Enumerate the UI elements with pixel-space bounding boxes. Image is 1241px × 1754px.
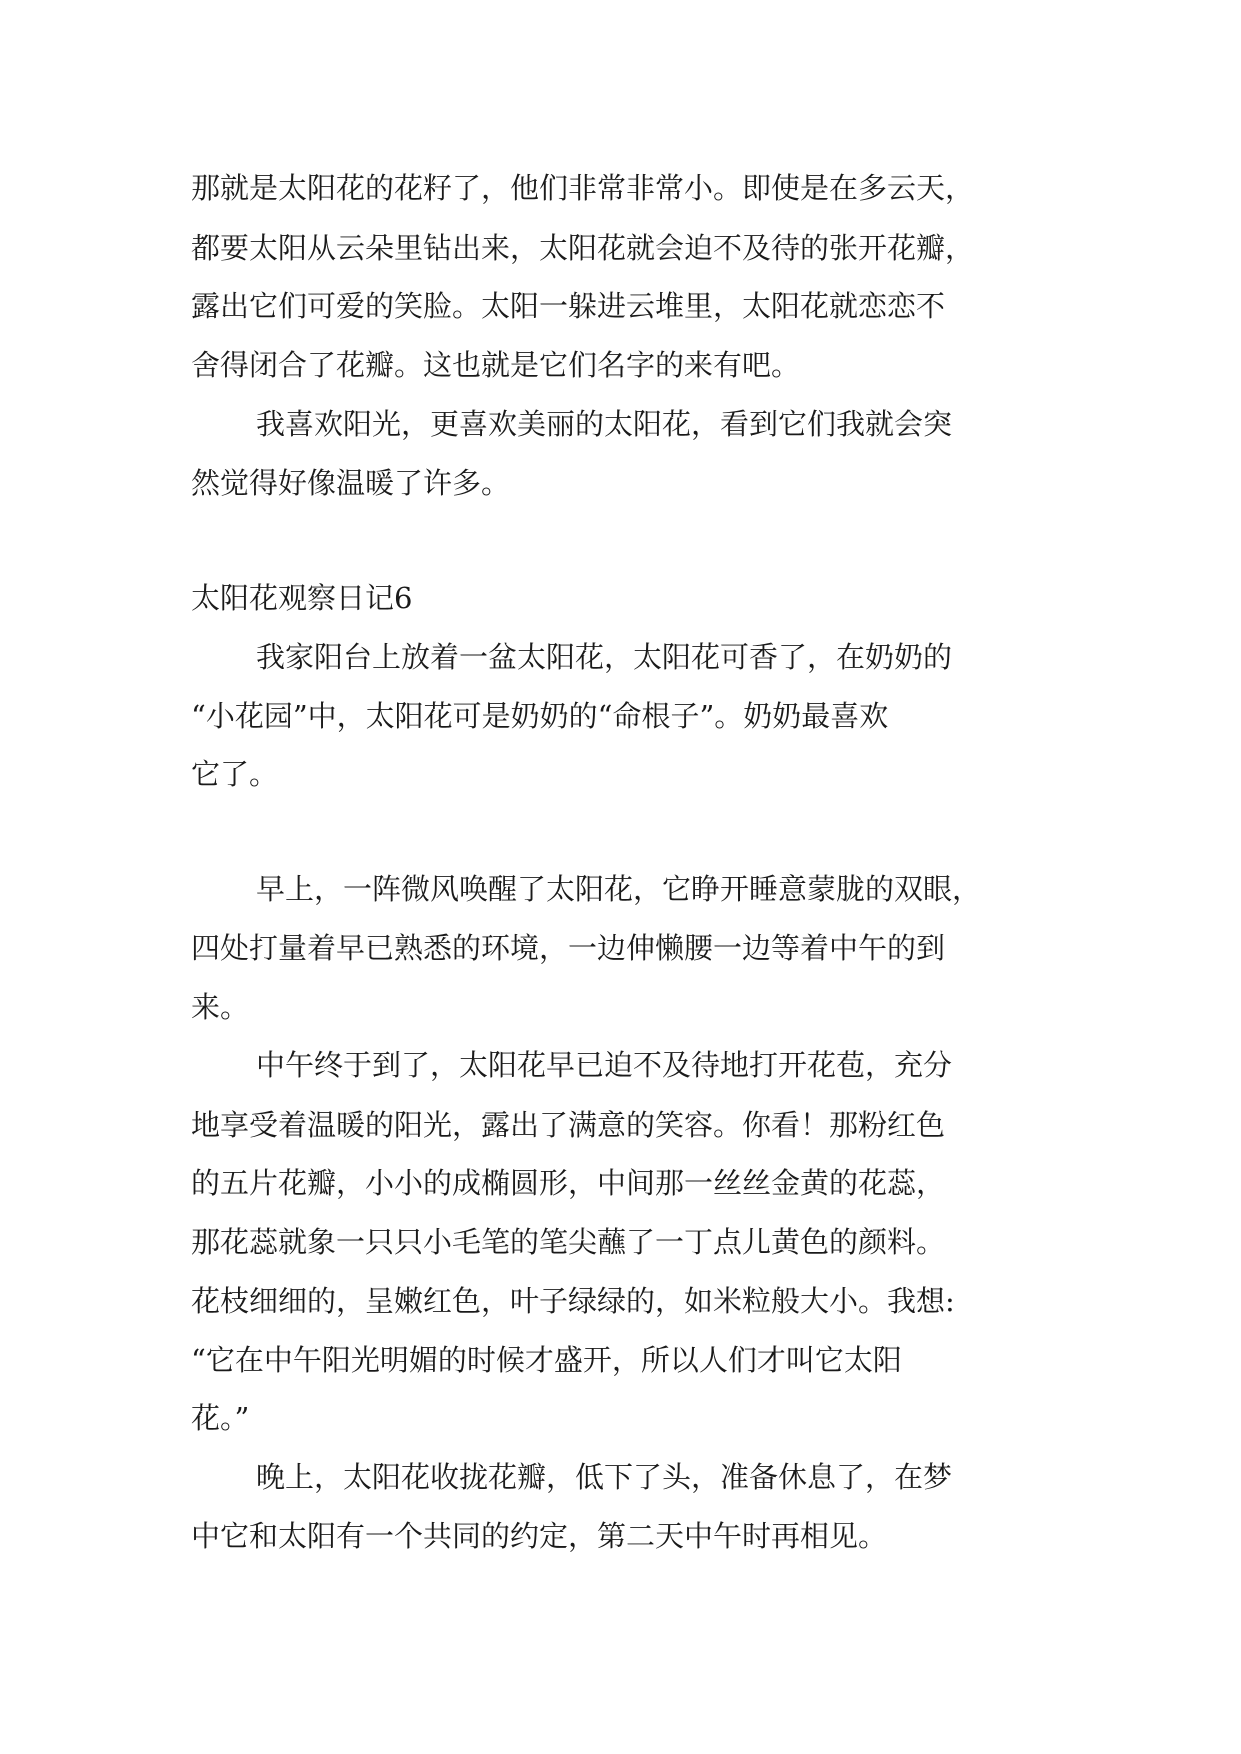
section-title: 太阳花观察日记6	[191, 581, 413, 615]
text-line: 中午终于到了，太阳花早已迫不及待地打开花苞，充分	[256, 1048, 953, 1082]
text-line: 露出它们可爱的笑脸。太阳一躲进云堆里，太阳花就恋恋不	[191, 289, 946, 323]
text-line: 花。”	[191, 1401, 250, 1435]
text-line: 都要太阳从云朵里钻出来，太阳花就会迫不及待的张开花瓣，	[191, 231, 975, 265]
text-line: 那就是太阳花的花籽了，他们非常非常小。即使是在多云天，	[191, 171, 975, 205]
text-line: 它了。	[191, 757, 279, 791]
text-line: 花枝细细的，呈嫩红色，叶子绿绿的，如米粒般大小。我想:	[191, 1284, 955, 1318]
text-line: 我家阳台上放着一盆太阳花，太阳花可香了，在奶奶的	[256, 640, 953, 674]
text-line: 来。	[191, 990, 250, 1024]
text-line: 四处打量着早已熟悉的环境，一边伸懒腰一边等着中午的到	[191, 931, 946, 965]
text-line: 晚上，太阳花收拢花瓣，低下了头，准备休息了，在梦	[256, 1460, 953, 1494]
text-line: 然觉得好像温暖了许多。	[191, 466, 511, 500]
text-line: 的五片花瓣，小小的成椭圆形，中间那一丝丝金黄的花蕊，	[191, 1166, 946, 1200]
text-line: “小花园”中，太阳花可是奶奶的“命根子”。奶奶最喜欢	[191, 699, 889, 733]
text-line: 早上，一阵微风唤醒了太阳花，它睁开睡意蒙胧的双眼，	[256, 872, 982, 906]
text-line: 那花蕊就象一只只小毛笔的笔尖蘸了一丁点儿黄色的颜料。	[191, 1225, 946, 1259]
text-line: 舍得闭合了花瓣。这也就是它们名字的来有吧。	[191, 348, 801, 382]
text-line: “它在中午阳光明媚的时候才盛开，所以人们才叫它太阳	[191, 1343, 902, 1377]
text-line: 中它和太阳有一个共同的约定，第二天中午时再相见。	[191, 1519, 888, 1553]
text-line: 地享受着温暖的阳光，露出了满意的笑容。你看！那粉红色	[191, 1108, 946, 1142]
text-line: 我喜欢阳光，更喜欢美丽的太阳花，看到它们我就会突	[256, 407, 953, 441]
